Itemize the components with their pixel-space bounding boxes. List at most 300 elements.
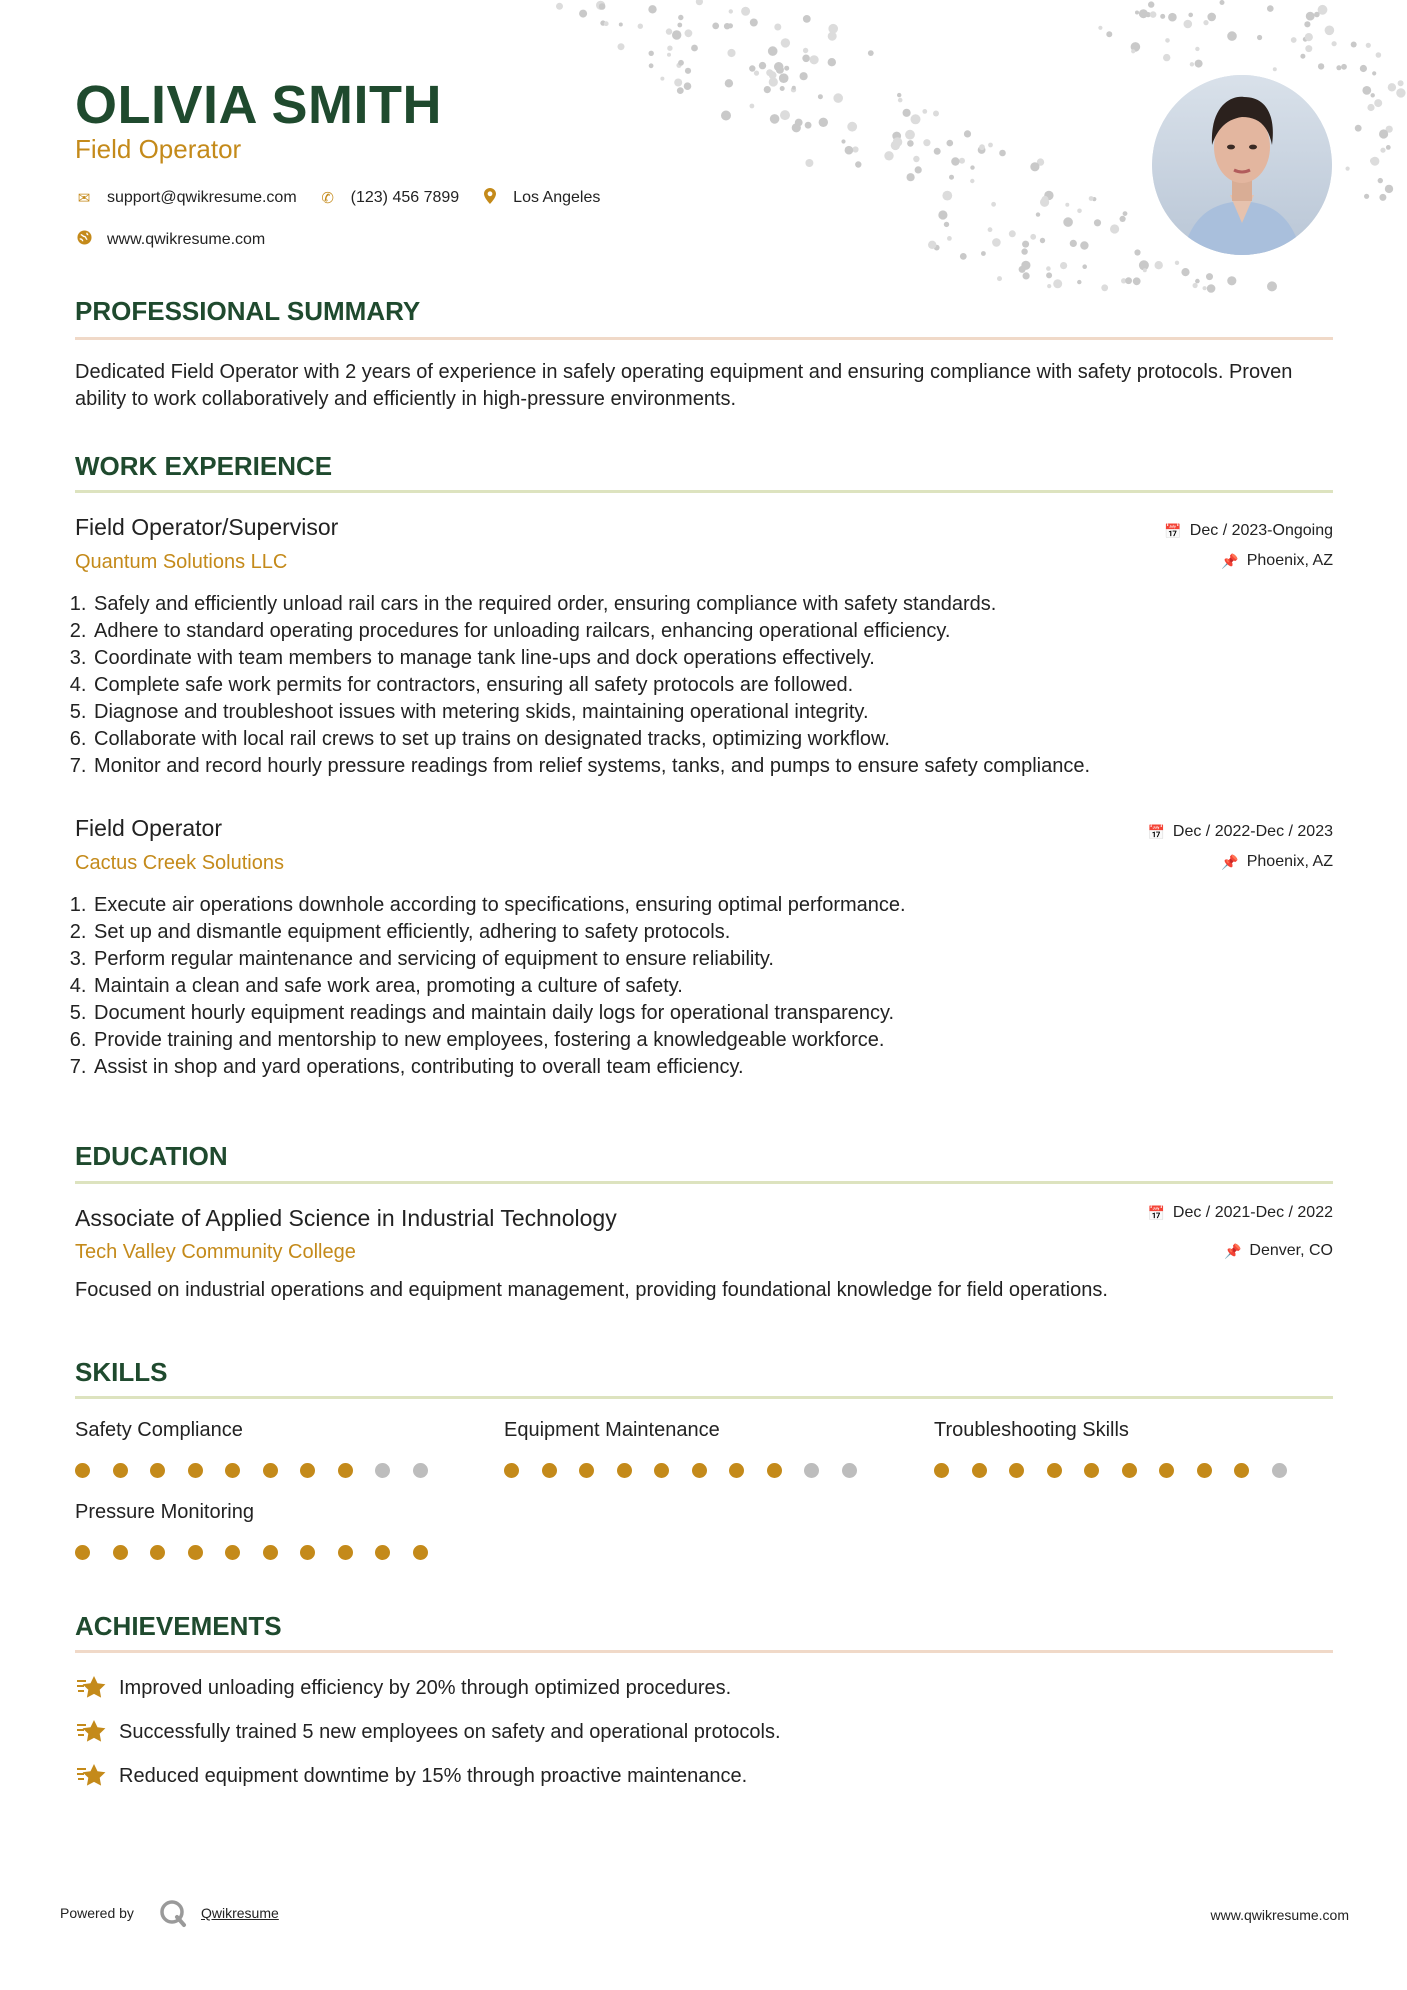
pattern-dot <box>934 148 941 155</box>
duty-item: 1. Execute air operations downhole according to specifications, ensuring optimal performance. <box>92 892 1362 919</box>
pattern-dot <box>750 104 755 109</box>
pattern-dot <box>1101 284 1108 291</box>
achievements-heading: ACHIEVEMENTS <box>75 1611 282 1641</box>
pattern-dot <box>884 151 893 160</box>
pattern-dot <box>1148 1 1154 7</box>
pattern-dot <box>667 46 672 51</box>
pattern-dot <box>988 143 993 148</box>
pattern-dot <box>1155 261 1163 269</box>
pattern-dot <box>1082 264 1087 269</box>
pattern-dot <box>1207 13 1216 22</box>
duty-item: 5. Diagnose and troubleshoot issues with metering skids, maintaining operational integrity. <box>92 699 1362 726</box>
pattern-dot <box>691 45 698 52</box>
pattern-dot <box>1378 178 1383 183</box>
job-location-text: Phoenix, AZ <box>1246 552 1333 569</box>
pattern-dot <box>1160 14 1165 19</box>
pattern-dot <box>1188 13 1193 18</box>
footer-website-link[interactable]: www.qwikresume.com <box>1210 1907 1349 1923</box>
skill-dot-filled <box>225 1463 240 1478</box>
pattern-dot <box>1370 157 1379 166</box>
pattern-dot <box>1355 125 1362 132</box>
pattern-dot <box>907 140 914 147</box>
skill-item <box>504 1419 924 1478</box>
skill-rating <box>504 1463 924 1478</box>
phone-icon: ✆ <box>321 190 334 207</box>
pattern-dot <box>928 241 936 249</box>
pattern-dot <box>792 86 796 90</box>
pattern-dot <box>999 150 1006 157</box>
skill-label: Safety Compliance <box>75 1419 243 1441</box>
pattern-dot <box>1021 261 1030 270</box>
achievement-item <box>75 1673 731 1703</box>
pattern-dot <box>599 3 606 10</box>
pattern-dot <box>1195 60 1203 68</box>
job-location <box>1221 552 1333 570</box>
pattern-dot <box>1314 12 1320 18</box>
pattern-dot <box>1135 11 1139 15</box>
pattern-dot <box>970 179 974 183</box>
skill-dot-filled <box>692 1463 707 1478</box>
pattern-dot <box>868 50 874 56</box>
pattern-dot <box>1227 276 1236 285</box>
job-date <box>1147 823 1333 841</box>
pattern-dot <box>774 24 781 31</box>
job-date-text: Dec / 2022-Dec / 2023 <box>1172 823 1333 840</box>
skill-dot-filled <box>972 1463 987 1478</box>
pattern-dot <box>1060 262 1067 269</box>
skill-dot-filled <box>1009 1463 1024 1478</box>
skill-dot-filled <box>300 1545 315 1560</box>
pattern-dot <box>795 119 803 127</box>
candidate-name: OLIVIA SMITH <box>75 75 442 135</box>
pattern-dot <box>1168 13 1177 22</box>
skill-dot-empty <box>804 1463 819 1478</box>
achievement-item <box>75 1717 781 1747</box>
pattern-dot <box>1372 71 1376 75</box>
work-heading: WORK EXPERIENCE <box>75 451 333 481</box>
pattern-dot <box>800 72 808 80</box>
pushpin-icon: 📌 <box>1221 552 1239 569</box>
skill-label: Equipment Maintenance <box>504 1419 720 1441</box>
skill-dot-filled <box>1084 1463 1099 1478</box>
pattern-dot <box>649 63 654 68</box>
summary-heading: PROFESSIONAL SUMMARY <box>75 296 421 326</box>
skill-rating <box>934 1463 1354 1478</box>
skill-dot-filled <box>654 1463 669 1478</box>
education-heading: EDUCATION <box>75 1141 228 1171</box>
pattern-dot <box>1376 52 1382 58</box>
calendar-icon: 📅 <box>1164 522 1182 539</box>
skill-dot-filled <box>729 1463 744 1478</box>
pattern-dot <box>556 3 563 10</box>
skill-dot-filled <box>1122 1463 1137 1478</box>
job-company: Cactus Creek Solutions <box>75 852 284 874</box>
pattern-dot <box>805 159 813 167</box>
skill-dot-filled <box>1159 1463 1174 1478</box>
pattern-dot <box>666 28 672 34</box>
pattern-dot <box>649 51 654 56</box>
pattern-dot <box>1206 273 1213 280</box>
pattern-dot <box>1379 129 1388 138</box>
pattern-dot <box>991 202 996 207</box>
pattern-dot <box>677 87 684 94</box>
pattern-dot <box>915 166 922 173</box>
pattern-dot <box>1306 12 1315 21</box>
candidate-role: Field Operator <box>75 134 242 164</box>
skill-label: Troubleshooting Skills <box>934 1419 1129 1441</box>
pattern-dot <box>764 86 771 93</box>
skill-dot-filled <box>263 1545 278 1560</box>
contact-row-1 <box>75 188 622 208</box>
pattern-dot <box>780 86 785 91</box>
pattern-dot <box>1374 99 1382 107</box>
pattern-dot <box>951 157 959 165</box>
pattern-dot <box>604 21 609 26</box>
pattern-dot <box>903 109 911 117</box>
pattern-dot <box>696 0 703 5</box>
skills-heading: SKILLS <box>75 1357 168 1387</box>
pattern-dot <box>780 110 790 120</box>
skill-rating <box>75 1545 495 1560</box>
pattern-dot <box>1207 284 1216 293</box>
profile-photo <box>1152 75 1332 255</box>
achievement-text: Reduced equipment downtime by 15% through proactive maintenance. <box>119 1764 748 1787</box>
pattern-dot <box>759 62 766 69</box>
pattern-dot <box>944 222 949 227</box>
pattern-dot <box>1131 49 1135 53</box>
skill-item <box>934 1419 1354 1478</box>
pattern-dot <box>964 130 971 137</box>
pattern-dot <box>1366 43 1371 48</box>
achievement-text: Improved unloading efficiency by 20% through optimized procedures. <box>119 1676 732 1699</box>
skill-dot-filled <box>617 1463 632 1478</box>
pattern-dot <box>749 65 755 71</box>
pattern-dot <box>619 23 623 27</box>
achievement-item <box>75 1761 747 1791</box>
pattern-dot <box>1351 42 1357 48</box>
pattern-dot <box>1220 0 1225 5</box>
duty-item: 5. Document hourly equipment readings and maintain daily logs for operational transparency. <box>92 1000 1362 1027</box>
skill-dot-filled <box>263 1463 278 1478</box>
contact-website[interactable] <box>75 230 265 249</box>
pattern-dot <box>1143 268 1147 272</box>
pattern-dot <box>847 122 857 132</box>
job-company: Quantum Solutions LLC <box>75 551 288 573</box>
skill-rating <box>75 1463 495 1478</box>
pattern-dot <box>784 66 789 71</box>
pattern-dot <box>1150 11 1157 18</box>
education-date <box>1147 1204 1333 1222</box>
pattern-dot <box>988 227 993 232</box>
powered-by-label: Powered by <box>60 1905 134 1921</box>
pattern-dot <box>678 15 683 20</box>
skill-item <box>75 1419 495 1478</box>
pattern-dot <box>781 38 790 47</box>
duty-item: 7. Assist in shop and yard operations, contributing to overall team efficiency. <box>92 1054 1362 1081</box>
pattern-dot <box>913 156 919 162</box>
pattern-dot <box>728 23 733 28</box>
pattern-dot <box>1080 241 1088 249</box>
skill-label: Pressure Monitoring <box>75 1501 254 1523</box>
pattern-dot <box>1053 279 1062 288</box>
contact-phone[interactable] <box>319 189 460 207</box>
pattern-dot <box>1193 283 1198 288</box>
pattern-dot <box>852 146 858 152</box>
pattern-dot <box>1364 194 1369 199</box>
pattern-dot <box>841 139 845 143</box>
achievements-divider <box>75 1650 1333 1653</box>
pattern-dot <box>1065 203 1069 207</box>
pattern-dot <box>1046 266 1051 271</box>
pattern-dot <box>1267 5 1274 12</box>
pattern-dot <box>1257 35 1262 40</box>
pattern-dot <box>725 79 733 87</box>
pattern-dot <box>923 139 930 146</box>
pattern-dot <box>672 30 681 39</box>
footer <box>0 1895 1407 1935</box>
pattern-dot <box>1300 54 1305 59</box>
pattern-dot <box>938 210 947 219</box>
pattern-dot <box>1181 268 1189 276</box>
pattern-dot <box>1022 241 1029 248</box>
pattern-dot <box>741 7 750 16</box>
pattern-dot <box>802 55 810 63</box>
pattern-dot <box>1362 86 1371 95</box>
skill-dot-filled <box>1234 1463 1249 1478</box>
pattern-dot <box>947 140 954 147</box>
pattern-dot <box>1398 80 1404 86</box>
pattern-dot <box>1030 234 1036 240</box>
skill-dot-empty <box>413 1463 428 1478</box>
pattern-dot <box>1341 64 1347 70</box>
duty-item: 4. Maintain a clean and safe work area, promoting a culture of safety. <box>92 973 1362 1000</box>
pattern-dot <box>805 122 812 129</box>
pattern-dot <box>922 109 927 114</box>
pattern-dot <box>818 94 823 99</box>
pattern-dot <box>1385 185 1393 193</box>
pattern-dot <box>810 55 819 64</box>
pattern-dot <box>685 68 691 74</box>
pattern-dot <box>1047 284 1051 288</box>
skill-dot-filled <box>1197 1463 1212 1478</box>
pattern-dot <box>727 49 735 57</box>
pattern-dot <box>960 253 967 260</box>
email-text: support@qwikresume.com <box>107 189 297 206</box>
pattern-dot <box>1165 38 1170 43</box>
pattern-dot <box>721 111 731 121</box>
pattern-dot <box>1318 63 1324 69</box>
website-text: www.qwikresume.com <box>107 230 266 248</box>
pattern-dot <box>1094 219 1101 226</box>
pattern-dot <box>1089 196 1094 201</box>
pattern-dot <box>1036 212 1040 216</box>
skill-dot-empty <box>842 1463 857 1478</box>
pattern-dot <box>770 114 780 124</box>
pattern-dot <box>803 48 808 53</box>
job-date-text: Dec / 2023-Ongoing <box>1189 522 1333 539</box>
phone-text: (123) 456 7899 <box>350 189 460 206</box>
pattern-dot <box>1379 194 1386 201</box>
pattern-dot <box>1371 93 1375 97</box>
pattern-dot <box>729 9 733 13</box>
qwikresume-logo-icon[interactable] <box>158 1898 188 1928</box>
duty-item: 1. Safely and efficiently unload rail cars in the required order, ensuring compliance with safety standards. <box>92 591 1362 618</box>
pattern-dot <box>1396 88 1405 97</box>
pattern-dot <box>1125 277 1132 284</box>
job-title: Field Operator/Supervisor <box>75 514 339 540</box>
skill-dot-empty <box>1272 1463 1287 1478</box>
pattern-dot <box>1077 209 1082 214</box>
pattern-dot <box>1023 272 1030 279</box>
pushpin-icon: 📌 <box>1223 1242 1242 1259</box>
skills-divider <box>75 1396 1333 1399</box>
star-icon <box>75 1673 107 1703</box>
pattern-dot <box>1386 145 1391 150</box>
pushpin-icon: 📌 <box>1221 853 1239 870</box>
skill-dot-filled <box>1047 1463 1062 1478</box>
pattern-dot <box>1046 272 1052 278</box>
pattern-dot <box>1040 238 1045 243</box>
skill-dot-filled <box>113 1463 128 1478</box>
pattern-dot <box>828 58 836 66</box>
pattern-dot <box>1184 20 1193 29</box>
skill-dot-filled <box>150 1545 165 1560</box>
star-icon <box>75 1717 107 1747</box>
globe-icon <box>75 230 93 249</box>
pattern-dot <box>1070 240 1077 247</box>
duty-item: 3. Coordinate with team members to manage tank line-ups and dock operations effectively. <box>92 645 1362 672</box>
pattern-dot <box>1175 261 1179 265</box>
pattern-dot <box>942 191 952 201</box>
pattern-dot <box>579 10 587 18</box>
pattern-dot <box>1195 279 1200 284</box>
pattern-dot <box>750 19 758 27</box>
qwikresume-link[interactable]: Qwikresume <box>201 1905 279 1921</box>
pattern-dot <box>1380 148 1385 153</box>
pattern-dot <box>769 71 777 79</box>
pattern-dot <box>981 251 986 256</box>
skill-dot-filled <box>225 1545 240 1560</box>
pattern-dot <box>618 43 625 50</box>
pattern-dot <box>1388 83 1396 91</box>
job-location-text: Phoenix, AZ <box>1246 853 1333 870</box>
job-title: Field Operator <box>75 815 223 841</box>
pattern-dot <box>855 161 861 167</box>
location-pin-icon <box>481 188 499 208</box>
pattern-dot <box>1203 286 1207 290</box>
pattern-dot <box>1273 67 1277 71</box>
pattern-dot <box>1203 20 1208 25</box>
skill-dot-filled <box>542 1463 557 1478</box>
pattern-dot <box>933 111 939 117</box>
degree-title: Associate of Applied Science in Industrial Technology <box>75 1205 617 1231</box>
school-name: Tech Valley Community College <box>75 1241 356 1263</box>
pattern-dot <box>828 32 837 41</box>
job-duties-list <box>68 892 1362 1081</box>
pattern-dot <box>674 79 682 87</box>
education-description: Focused on industrial operations and equipment management, providing foundational knowledge for field operations. <box>75 1279 1108 1301</box>
skill-dot-filled <box>113 1545 128 1560</box>
pattern-dot <box>1133 277 1141 285</box>
pattern-dot <box>648 5 656 13</box>
skill-dot-filled <box>188 1545 203 1560</box>
pattern-dot <box>1123 211 1128 216</box>
pattern-dot <box>907 173 915 181</box>
pattern-dot <box>1021 248 1027 254</box>
pattern-dot <box>1041 196 1048 203</box>
envelope-icon: ✉ <box>77 190 91 207</box>
summary-divider <box>75 337 1333 340</box>
duty-item: 6. Provide training and mentorship to new employees, fostering a knowledgeable workforce. <box>92 1027 1362 1054</box>
pattern-dot <box>1305 45 1312 52</box>
skill-dot-filled <box>375 1545 390 1560</box>
skill-item <box>75 1501 495 1560</box>
skill-dot-filled <box>934 1463 949 1478</box>
contact-row-2 <box>75 230 287 249</box>
pattern-dot <box>1291 37 1297 43</box>
pattern-dot <box>833 93 843 103</box>
calendar-icon: 📅 <box>1147 823 1165 840</box>
education-divider <box>75 1181 1333 1184</box>
pattern-dot <box>905 130 915 140</box>
pattern-dot <box>1346 167 1350 171</box>
work-divider <box>75 490 1333 493</box>
pattern-dot <box>970 165 974 169</box>
contact-email[interactable] <box>75 189 297 207</box>
pattern-dot <box>949 175 954 180</box>
duty-item: 2. Adhere to standard operating procedures for unloading railcars, enhancing operational efficiency. <box>92 618 1362 645</box>
pattern-dot <box>779 73 789 83</box>
skill-dot-filled <box>338 1463 353 1478</box>
pattern-dot <box>712 23 719 30</box>
pattern-dot <box>819 118 828 127</box>
education-location-text: Denver, CO <box>1249 1242 1333 1259</box>
pattern-dot <box>1336 65 1341 70</box>
pattern-dot <box>678 60 684 66</box>
pattern-dot <box>677 23 682 28</box>
pattern-dot <box>897 93 901 97</box>
skill-dot-filled <box>150 1463 165 1478</box>
skill-dot-filled <box>504 1463 519 1478</box>
pattern-dot <box>1110 224 1119 233</box>
job-date <box>1164 522 1333 540</box>
pattern-dot <box>1304 21 1310 27</box>
pattern-dot <box>660 77 664 81</box>
job-location <box>1221 853 1333 871</box>
pattern-dot <box>845 146 854 155</box>
summary-text: Dedicated Field Operator with 2 years of experience in safely operating equipment and ensuring compliance with safety protocols. Proven ability to work collaboratively and efficiently in high-pressure environments. <box>75 361 1293 410</box>
star-icon <box>75 1761 107 1791</box>
pattern-dot <box>768 46 778 56</box>
pattern-dot <box>1267 281 1277 291</box>
pattern-dot <box>754 71 759 76</box>
pattern-dot <box>1163 54 1170 61</box>
contact-location <box>481 188 600 208</box>
pattern-dot <box>803 15 811 23</box>
skill-dot-empty <box>375 1463 390 1478</box>
pattern-dot <box>959 158 965 164</box>
achievement-text: Successfully trained 5 new employees on safety and operational protocols. <box>119 1720 781 1743</box>
duty-item: 6. Collaborate with local rail crews to set up trains on designated tracks, optimizing workflow. <box>92 726 1362 753</box>
pattern-dot <box>997 276 1002 281</box>
pattern-dot <box>1106 31 1112 37</box>
pattern-dot <box>1305 33 1313 41</box>
pattern-dot <box>1190 62 1194 66</box>
pattern-dot <box>1030 162 1039 171</box>
pattern-dot <box>638 24 643 29</box>
pattern-dot <box>684 82 692 90</box>
education-location <box>1224 1242 1333 1260</box>
